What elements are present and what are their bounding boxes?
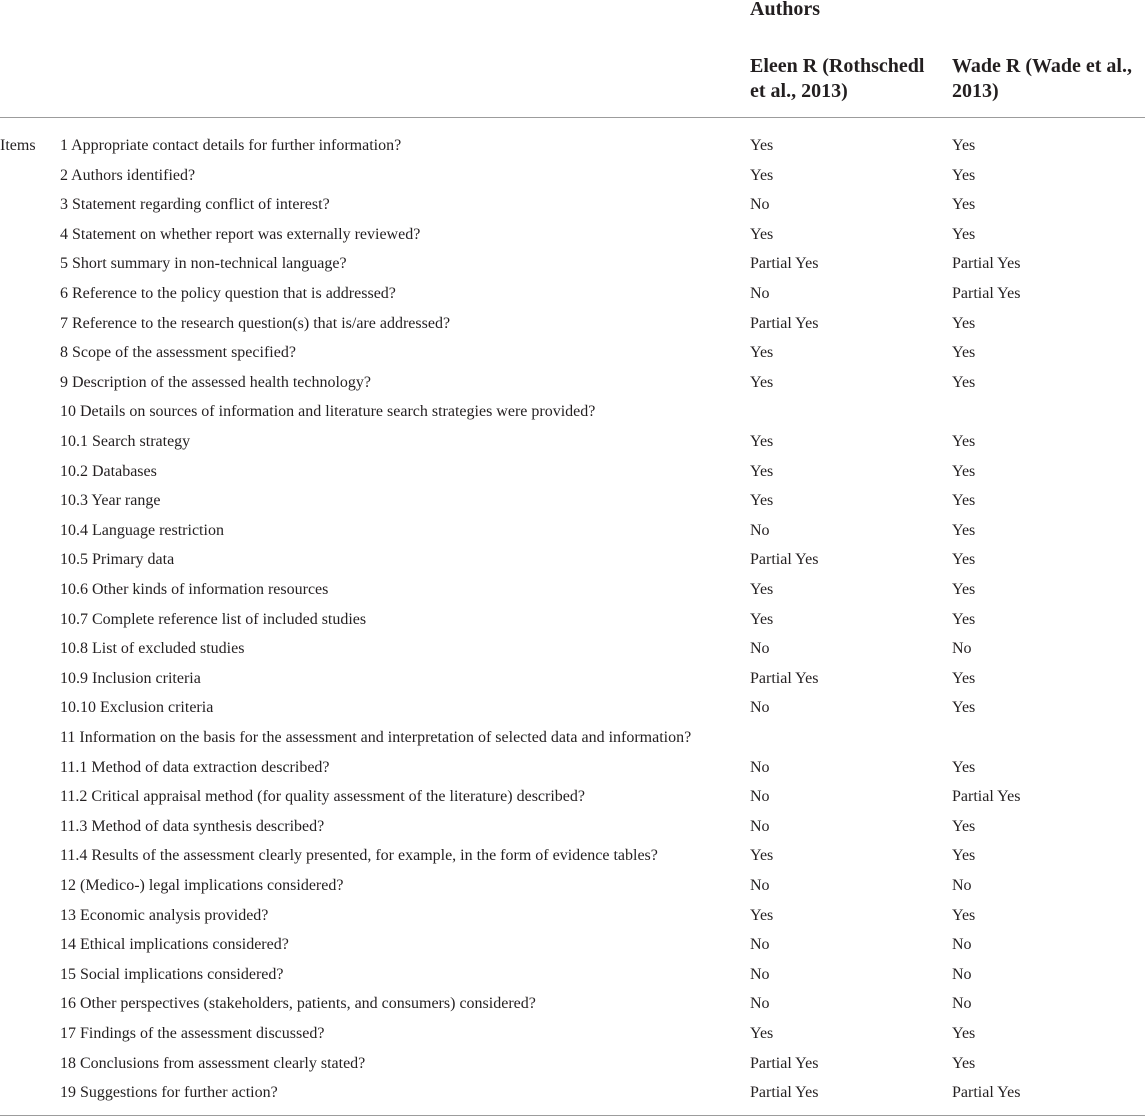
wade-value: Yes [952,1025,976,1042]
item-text: 12 (Medico-) legal implications considered? [60,877,344,894]
table-row [0,876,1145,906]
wade-value: Yes [952,492,976,510]
eleen-value: No [750,936,770,954]
item-text: 3 Statement regarding conflict of interest? [60,196,330,214]
item-text: 7 Reference to the research question(s) that is/are addressed? [60,314,451,332]
item-text: 18 Conclusions from assessment clearly stated? [60,1054,366,1072]
table-row [0,1083,1145,1113]
item-text: 17 Findings of the assessment discussed? [60,1025,325,1042]
item-text: 10 Details on sources of information and literature search strategies were provided? [60,403,596,421]
wade-value: No [952,936,972,954]
eleen-value: Yes [750,1025,774,1042]
wade-value: Yes [952,610,976,628]
table-row [0,758,1145,788]
eleen-value: No [750,196,770,214]
item-text: 16 Other perspectives (stakeholders, patients, and consumers) considered? [60,995,536,1013]
eleen-value: No [750,285,770,302]
wade-value: Partial Yes [952,255,1021,273]
wade-value: Partial Yes [952,1084,1021,1102]
wade-value: Yes [952,462,976,480]
eleen-value: Yes [750,581,774,598]
table-row [0,195,1145,225]
item-text: 11.3 Method of data synthesis described? [60,817,325,835]
wade-value: Yes [952,344,976,362]
item-text: 1 Appropriate contact details for further information? [60,137,402,154]
wade-value: Yes [952,314,976,332]
table-row [0,284,1145,314]
table-row [0,373,1145,403]
item-text: 10.10 Exclusion criteria [60,699,214,717]
table-row [0,728,1145,758]
wade-value: Partial Yes [952,788,1021,806]
table-row [0,254,1145,284]
wade-value: Yes [952,166,976,184]
eleen-value: Partial Yes [750,314,819,332]
header-divider [0,117,1145,118]
table-row [0,402,1145,432]
item-text: 10.8 List of excluded studies [60,640,245,658]
authors-header: Authors [750,0,821,20]
table-row [0,787,1145,817]
wade-value: Yes [952,137,976,154]
item-text: 2 Authors identified? [60,166,196,184]
wade-value: No [952,640,972,658]
table-row [0,432,1145,462]
item-text: 15 Social implications considered? [60,965,284,983]
wade-value: Yes [952,847,976,865]
eleen-value: Yes [750,166,774,184]
table-row [0,136,1145,166]
table-row [0,521,1145,551]
eleen-value: Partial Yes [750,551,819,569]
table-row [0,166,1145,196]
wade-value: Yes [952,196,976,214]
wade-value: Yes [952,758,976,776]
table-bottom-rule [0,1115,1145,1116]
wade-value: No [952,965,972,983]
table-row [0,610,1145,640]
item-text: 10.4 Language restriction [60,521,224,539]
item-text: 9 Description of the assessed health technology? [60,373,372,391]
wade-value: Yes [952,1054,976,1072]
wade-value: Partial Yes [952,285,1021,302]
eleen-value: No [750,699,770,717]
table-row [0,462,1145,492]
wade-value: Yes [952,551,976,569]
wade-value: Yes [952,669,976,687]
item-text: 4 Statement on whether report was externally reviewed? [60,225,421,243]
table-row [0,669,1145,699]
table-row [0,1054,1145,1084]
wade-value: Yes [952,581,976,598]
item-text: 5 Short summary in non-technical language? [60,255,347,273]
table-row [0,935,1145,965]
eleen-value: No [750,817,770,835]
column-header-eleen: Eleen R (Rothschedl et al., 2013) [750,55,925,102]
wade-value: Yes [952,521,976,539]
wade-value: Yes [952,817,976,835]
item-text: 14 Ethical implications considered? [60,936,289,954]
item-text: 10.3 Year range [60,492,161,510]
eleen-value: Yes [750,433,774,450]
table-row [0,817,1145,847]
table-row [0,1024,1145,1054]
wade-value: Yes [952,225,976,243]
item-text: 11 Information on the basis for the assessment and interpretation of selected data and information? [60,729,692,746]
item-text: 10.5 Primary data [60,551,175,569]
item-text: 11.4 Results of the assessment clearly presented, for example, in the form of evidence tables? [60,847,658,865]
eleen-value: Yes [750,906,774,924]
wade-value: Yes [952,433,976,450]
table-row [0,906,1145,936]
eleen-value: Yes [750,492,774,510]
wade-value: No [952,877,972,894]
wade-value: Yes [952,906,976,924]
table-row [0,550,1145,580]
eleen-value: Yes [750,225,774,243]
item-text: 13 Economic analysis provided? [60,906,269,924]
item-text: 8 Scope of the assessment specified? [60,344,296,362]
table-row [0,846,1145,876]
eleen-value: No [750,758,770,776]
item-text: 11.2 Critical appraisal method (for quality assessment of the literature) described? [60,788,586,806]
table-row [0,965,1145,995]
column-header-wade: Wade R (Wade et al., 2013) [952,55,1132,102]
item-text: 11.1 Method of data extraction described? [60,758,330,776]
table-row [0,994,1145,1024]
item-text: 10.7 Complete reference list of included studies [60,610,367,628]
eleen-value: Yes [750,462,774,480]
wade-value: Yes [952,373,976,391]
table-row [0,343,1145,373]
eleen-value: Partial Yes [750,1054,819,1072]
eleen-value: No [750,521,770,539]
table-row [0,491,1145,521]
item-text: 10.1 Search strategy [60,433,191,450]
eleen-value: Yes [750,847,774,865]
item-text: 10.2 Databases [60,462,157,480]
eleen-value: No [750,965,770,983]
table-row [0,314,1145,344]
eleen-value: No [750,995,770,1013]
table-row [0,580,1145,610]
wade-value: Yes [952,699,976,717]
table-row [0,639,1145,669]
item-text: 19 Suggestions for further action? [60,1084,278,1102]
table-row [0,225,1145,255]
category-label: Items [0,137,36,154]
item-text: 10.6 Other kinds of information resources [60,581,329,598]
item-text: 10.9 Inclusion criteria [60,669,201,687]
wade-value: No [952,995,972,1013]
eleen-value: Yes [750,137,774,154]
table-row [0,698,1145,728]
eleen-value: No [750,877,770,894]
eleen-value: Partial Yes [750,255,819,273]
eleen-value: Partial Yes [750,1084,819,1102]
item-text: 6 Reference to the policy question that is addressed? [60,285,396,302]
eleen-value: No [750,640,770,658]
eleen-value: Yes [750,344,774,362]
eleen-value: Yes [750,610,774,628]
eleen-value: No [750,788,770,806]
eleen-value: Yes [750,373,774,391]
eleen-value: Partial Yes [750,669,819,687]
